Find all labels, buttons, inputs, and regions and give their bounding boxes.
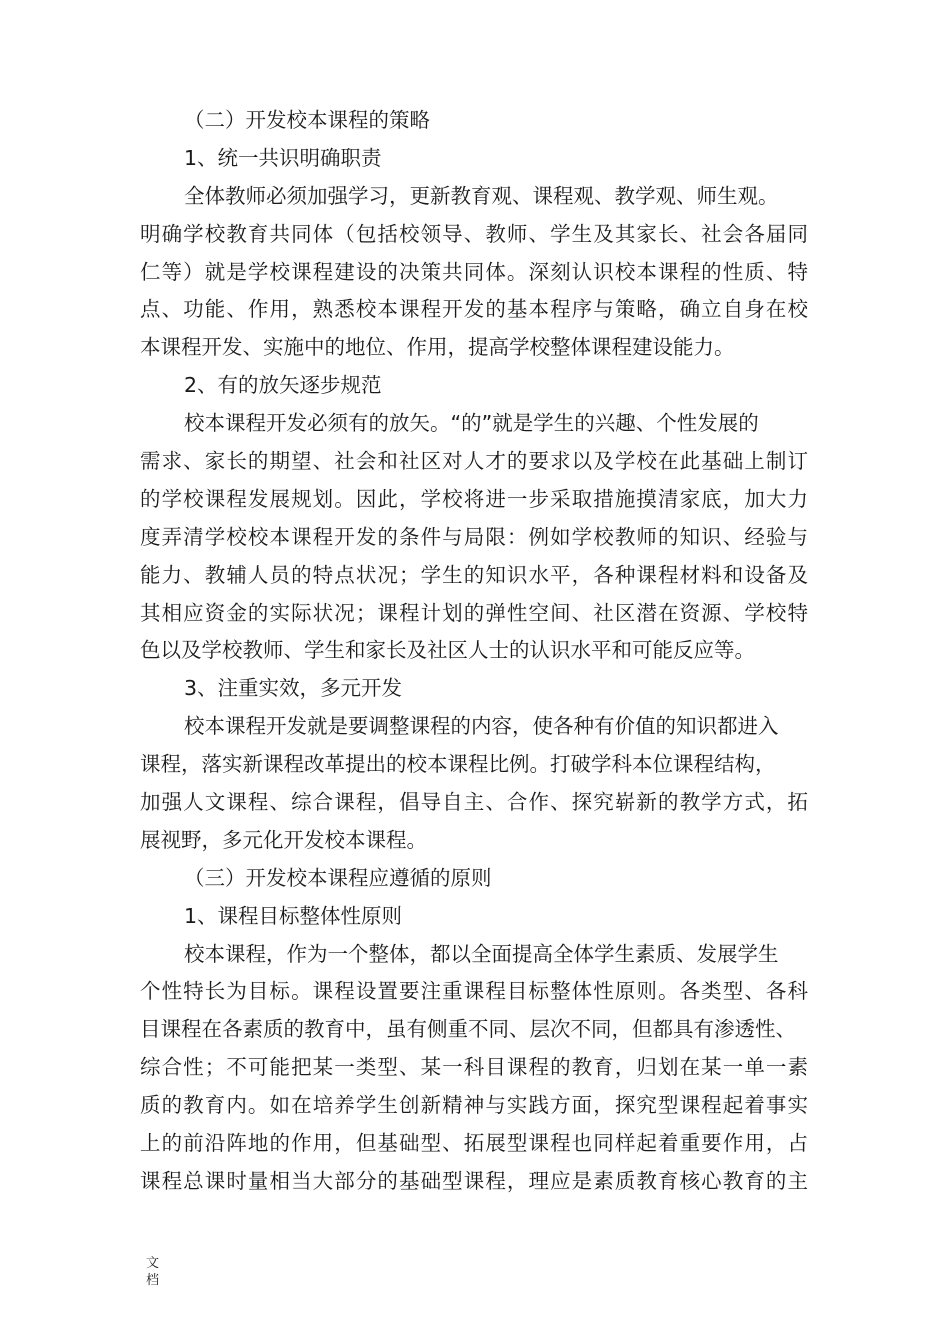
paragraph-line: 色以及学校教师、学生和家长及社区人士的认识水平和可能反应等。 xyxy=(140,638,755,663)
page-footer-label xyxy=(146,1255,159,1289)
paragraph-line: 课程，落实新课程改革提出的校本课程比例。打破学科本位课程结构， xyxy=(140,752,776,777)
paragraph-line: 点、功能、作用，熟悉校本课程开发的基本程序与策略，确立自身在校 xyxy=(140,297,808,322)
paragraph-line: 上的前沿阵地的作用，但基础型、拓展型课程也同样起着重要作用，占 xyxy=(140,1131,808,1156)
paragraph-line: 展视野，多元化开发校本课程。 xyxy=(140,827,427,852)
paragraph-line: 的学校课程发展规划。因此，学校将进一步采取措施摸清家底，加大力 xyxy=(140,486,808,511)
paragraph-line: 加强人文课程、综合课程，倡导自主、合作、探究崭新的教学方式，拓 xyxy=(140,790,808,815)
paragraph-line: 质的教育内。如在培养学生创新精神与实践方面，探究型课程起着事实 xyxy=(140,1093,808,1118)
paragraph-line: 明确学校教育共同体（包括校领导、教师、学生及其家长、社会各届同 xyxy=(140,221,808,246)
document-body xyxy=(140,102,808,1201)
section-heading-principles: （三）开发校本课程应遵循的原则 xyxy=(184,865,492,890)
subheading-holistic-goals: 1、课程目标整体性原则 xyxy=(184,903,403,928)
paragraph-line: 校本课程，作为一个整体，都以全面提高全体学生素质、发展学生 xyxy=(184,941,779,966)
paragraph-line: 全体教师必须加强学习，更新教育观、课程观、教学观、师生观。 xyxy=(184,183,779,208)
paragraph-line: 其相应资金的实际状况；课程计划的弹性空间、社区潜在资源、学校特 xyxy=(140,600,808,625)
paragraph-line: 仁等）就是学校课程建设的决策共同体。深刻认识校本课程的性质、特 xyxy=(140,259,808,284)
paragraph-line: 度弄清学校校本课程开发的条件与局限：例如学校教师的知识、经验与 xyxy=(140,524,808,549)
footer-char: 档 xyxy=(146,1273,160,1288)
paragraph-line: 能力、教辅人员的特点状况；学生的知识水平，各种课程材料和设备及 xyxy=(140,562,808,587)
subheading-targeted: 2、有的放矢逐步规范 xyxy=(184,373,382,398)
paragraph-line: 综合性；不可能把某一类型、某一科目课程的教育，归划在某一单一素 xyxy=(140,1055,808,1080)
paragraph-line: 本课程开发、实施中的地位、作用，提高学校整体课程建设能力。 xyxy=(140,335,735,360)
paragraph-line: 校本课程开发必须有的放矢。“的”就是学生的兴趣、个性发展的 xyxy=(184,411,759,436)
footer-char: 文 xyxy=(146,1256,160,1271)
subheading-consensus: 1、统一共识明确职责 xyxy=(184,145,382,170)
subheading-effectiveness: 3、注重实效，多元开发 xyxy=(184,676,403,701)
section-heading-strategies: （二）开发校本课程的策略 xyxy=(184,108,430,132)
paragraph-line: 个性特长为目标。课程设置要注重课程目标整体性原则。各类型、各科 xyxy=(140,979,808,1004)
paragraph-line: 需求、家长的期望、社会和社区对人才的要求以及学校在此基础上制订 xyxy=(140,449,808,474)
paragraph-line: 课程总课时量相当大部分的基础型课程，理应是素质教育核心教育的主 xyxy=(140,1168,808,1193)
paragraph-line: 校本课程开发就是要调整课程的内容，使各种有价值的知识都进入 xyxy=(184,714,779,739)
paragraph-line: 目课程在各素质的教育中，虽有侧重不同、层次不同，但都具有渗透性、 xyxy=(140,1017,796,1042)
